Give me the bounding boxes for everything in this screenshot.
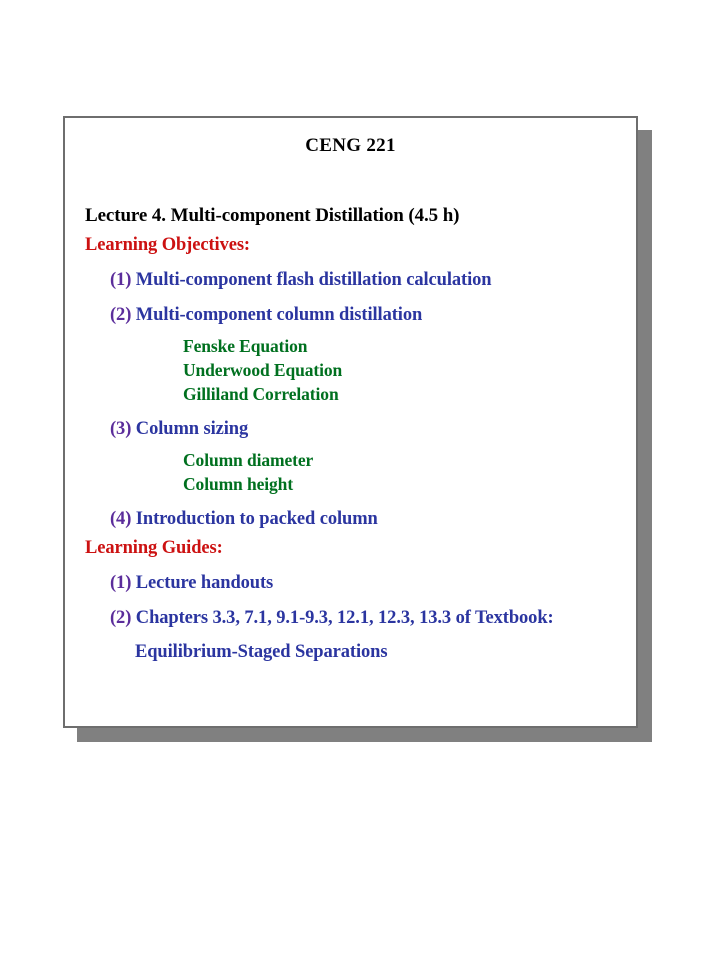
section-heading-learning-guides: Learning Guides: [85,538,223,558]
list-marker: (1) [110,573,132,593]
list-item [83,594,618,629]
sub-list-item: Gilliland Correlation [183,384,339,404]
textbook-title: Equilibrium-Staged Separations [135,642,388,662]
sub-list-item: Column height [183,474,294,494]
slide-frame [63,116,638,728]
list-item-label: Multi-component column distillation [131,305,423,325]
section-heading-learning-objectives: Learning Objectives: [85,235,250,255]
sub-list-item: Underwood Equation [183,360,343,380]
list-item [83,405,618,440]
slide-container [63,116,638,728]
list-item [83,256,618,291]
list-item-label: Introduction to packed column [131,509,378,529]
list-marker: (2) [110,305,132,325]
page-title: CENG 221 [305,135,396,156]
slide-content [65,118,636,726]
list-item-label: Column sizing [131,419,249,439]
list-marker: (2) [110,608,132,628]
list-item [83,495,618,530]
list-item-label: Multi-component flash distillation calculation [131,270,492,290]
sub-list-item: Column diameter [183,450,314,470]
list-marker: (1) [110,270,132,290]
list-marker: (3) [110,419,132,439]
sub-list-item: Fenske Equation [183,336,308,356]
list-item [83,559,618,594]
lecture-heading: Lecture 4. Multi-component Distillation (4.5 h) [85,205,460,226]
list-item [83,291,618,326]
list-item-label: Lecture handouts [131,573,274,593]
list-marker: (4) [110,509,132,529]
list-item-label: Chapters 3.3, 7.1, 9.1-9.3, 12.1, 12.3, 13.3 of Textbook: [131,608,554,628]
